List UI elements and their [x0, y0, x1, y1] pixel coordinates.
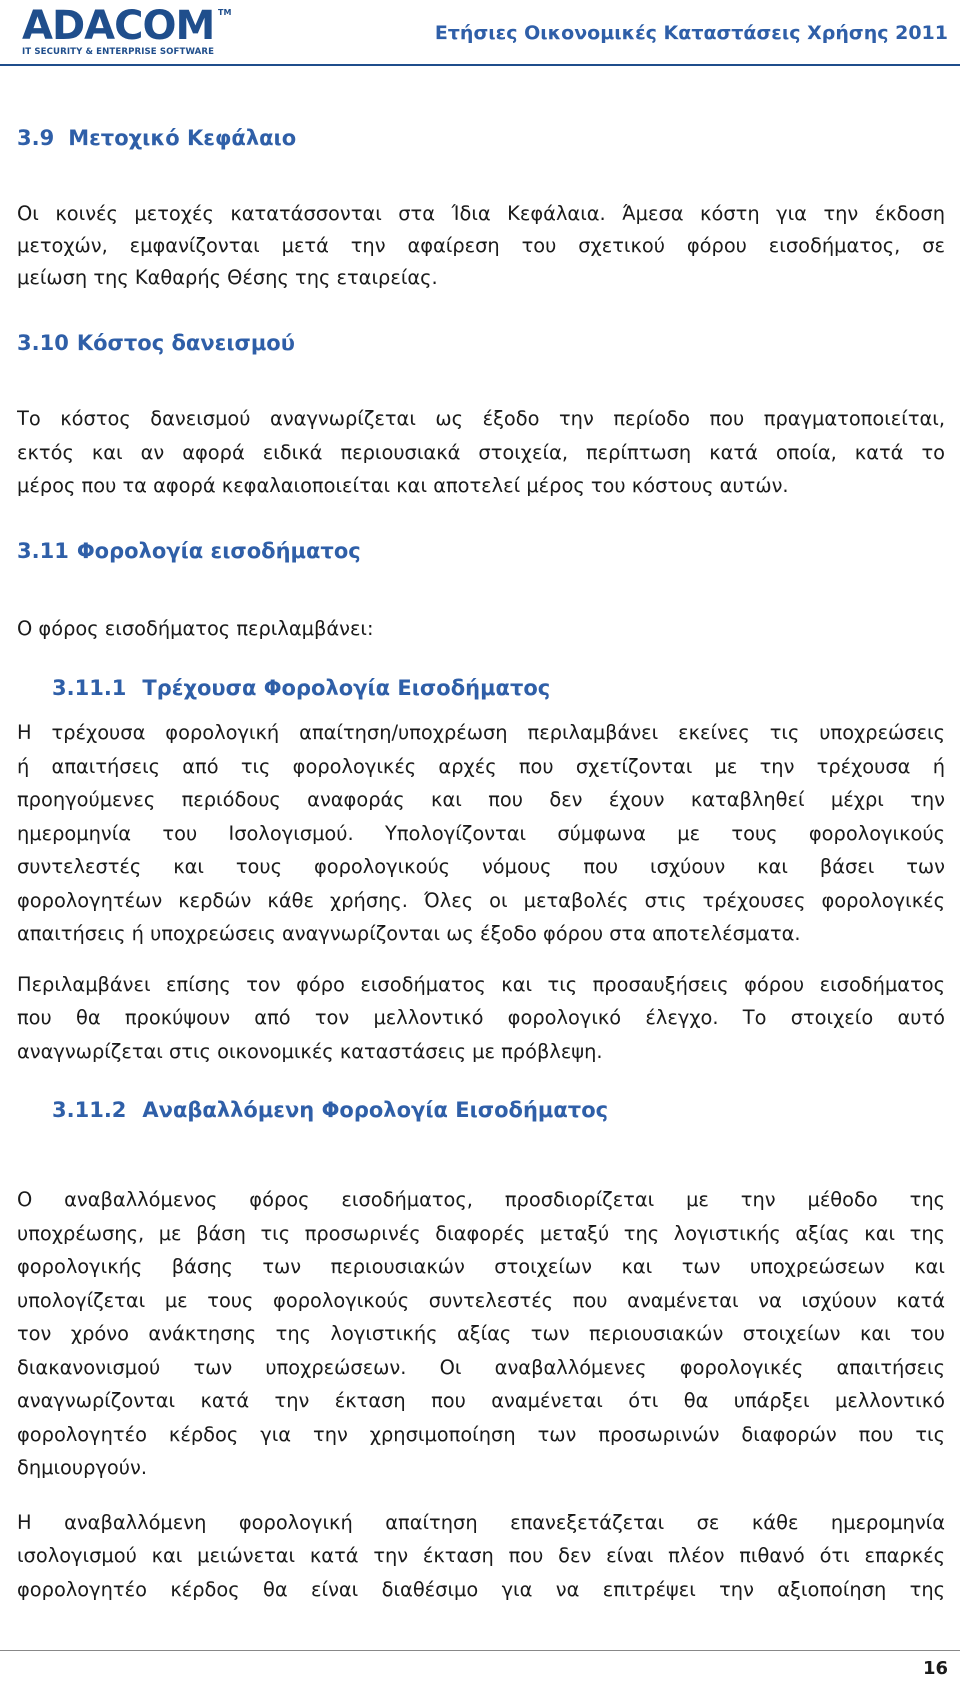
section-title: Φορολογία εισοδήματος — [76, 539, 361, 563]
paragraph-line: Η τρέχουσα φορολογική απαίτηση/υποχρέωση περιλαμβάνει εκείνες τις υποχρεώσεις — [17, 721, 945, 744]
paragraph-line: μέρος που τα αφορά κεφαλαιοποιείται και αποτελεί μέρος του κόστους αυτών. — [17, 474, 789, 497]
paragraph-line: Ο φόρος εισοδήματος περιλαμβάνει: — [17, 617, 374, 640]
paragraph-line: Οι κοινές μετοχές κατατάσσονται στα Ίδια Κεφάλαια. Άμεσα κόστη για την έκδοση — [17, 202, 945, 225]
section-title: Μετοχικό Κεφάλαιο — [68, 126, 297, 150]
logo-trademark: TM — [218, 8, 232, 17]
paragraph-line: υποχρέωσης, με βάση τις προσωρινές διαφορές μεταξύ της λογιστικής αξίας και της — [17, 1222, 945, 1245]
paragraph-line: αναγνωρίζονται κατά την έκταση που αναμένεται ότι θα υπάρξει μελλοντικό — [17, 1389, 945, 1412]
paragraph-line: ισολογισμού και μειώνεται κατά την έκταση που δεν είναι πλέον πιθανό ότι επαρκές — [17, 1544, 945, 1567]
paragraph-line: απαιτήσεις ή υποχρεώσεις αναγνωρίζονται ως έξοδο φόρου στα αποτελέσματα. — [17, 922, 801, 945]
section-heading-3-9 — [17, 126, 296, 150]
paragraph-line: Περιλαμβάνει επίσης τον φόρο εισοδήματος και τις προσαυξήσεις φόρου εισοδήματος — [17, 973, 945, 996]
paragraph-line: ημερομηνία του Ισολογισμού. Υπολογίζονται σύμφωνα με τους φορολογικούς — [17, 822, 945, 845]
subsection-heading-3-11-2 — [52, 1098, 608, 1122]
paragraph-line: φορολογητέων κερδών κάθε χρήσης. Όλες οι μεταβολές στις τρέχουσες φορολογικές — [17, 889, 945, 912]
paragraph-line: που θα προκύψουν από τον μελλοντικό φορολογικό έλεγχο. Το στοιχείο αυτό — [17, 1006, 945, 1029]
page-header — [0, 0, 960, 62]
page-number: 16 — [922, 1658, 948, 1679]
paragraph-line: μείωση της Καθαρής Θέσης της εταιρείας. — [17, 266, 438, 289]
paragraph-line: δημιουργούν. — [17, 1456, 147, 1479]
section-title: Αναβαλλόμενη Φορολογία Εισοδήματος — [142, 1098, 609, 1122]
section-title: Κόστος δανεισμού — [76, 331, 295, 355]
paragraph-line: Η αναβαλλόμενη φορολογική απαίτηση επανεξετάζεται σε κάθε ημερομηνία — [17, 1511, 945, 1534]
paragraph-line: φορολογητέο κέρδος θα είναι διαθέσιμο για να επιτρέψει την αξιοποίηση της — [17, 1578, 945, 1601]
paragraph-line: συντελεστές και τους φορολογικούς νόμους που ισχύουν και βάσει των — [17, 855, 945, 878]
logo-wordmark: ADACOM — [22, 3, 215, 49]
paragraph-line: αναγνωρίζεται στις οικονομικές καταστάσεις με πρόβλεψη. — [17, 1040, 603, 1063]
section-title: Τρέχουσα Φορολογία Εισοδήματος — [142, 676, 551, 700]
logo-tagline: IT SECURITY & ENTERPRISE SOFTWARE — [22, 47, 215, 57]
paragraph-line: ή απαιτήσεις από τις φορολογικές αρχές που σχετίζονται με την τρέχουσα ή — [17, 755, 945, 778]
subsection-heading-3-11-1 — [52, 676, 550, 700]
section-heading-3-11 — [17, 539, 361, 563]
paragraph-line: υπολογίζεται με τους φορολογικούς συντελεστές που αναμένεται να ισχύουν κατά — [17, 1289, 945, 1312]
paragraph-line: εκτός και αν αφορά ειδικά περιουσιακά στοιχεία, περίπτωση κατά οποία, κατά το — [17, 441, 945, 464]
paragraph-line: προηγούμενες περιόδους αναφοράς και που δεν έχουν καταβληθεί μέχρι την — [17, 788, 945, 811]
paragraph-line: τον χρόνο ανάκτησης της λογιστικής αξίας των περιουσιακών στοιχείων και του — [17, 1322, 945, 1345]
section-heading-3-10 — [17, 331, 295, 355]
paragraph-line: φορολογικής βάσης των περιουσιακών στοιχείων και των υποχρεώσεων και — [17, 1255, 945, 1278]
section-number: 3.10 — [17, 331, 69, 355]
section-number: 3.9 — [17, 126, 55, 150]
paragraph-line: Ο αναβαλλόμενος φόρος εισοδήματος, προσδιορίζεται με την μέθοδο της — [17, 1188, 945, 1211]
paragraph-line: Το κόστος δανεισμού αναγνωρίζεται ως έξοδο την περίοδο που πραγματοποιείται, — [17, 407, 945, 430]
company-logo — [22, 4, 232, 60]
paragraph-line: μετοχών, εμφανίζονται μετά την αφαίρεση του σχετικού φόρου εισοδήματος, σε — [17, 234, 945, 257]
footer-divider — [0, 1650, 960, 1651]
paragraph-line: διακανονισμού των υποχρεώσεων. Οι αναβαλλόμενες φορολογικές απαιτήσεις — [17, 1356, 945, 1379]
header-divider — [0, 64, 960, 66]
document-title: Ετήσιες Οικονομικές Καταστάσεις Χρήσης 2011 — [434, 22, 948, 44]
section-number: 3.11.2 — [52, 1098, 127, 1122]
paragraph-line: φορολογητέο κέρδος για την χρησιμοποίηση των προσωρινών διαφορών που τις — [17, 1423, 945, 1446]
section-number: 3.11.1 — [52, 676, 127, 700]
section-number: 3.11 — [17, 539, 69, 563]
